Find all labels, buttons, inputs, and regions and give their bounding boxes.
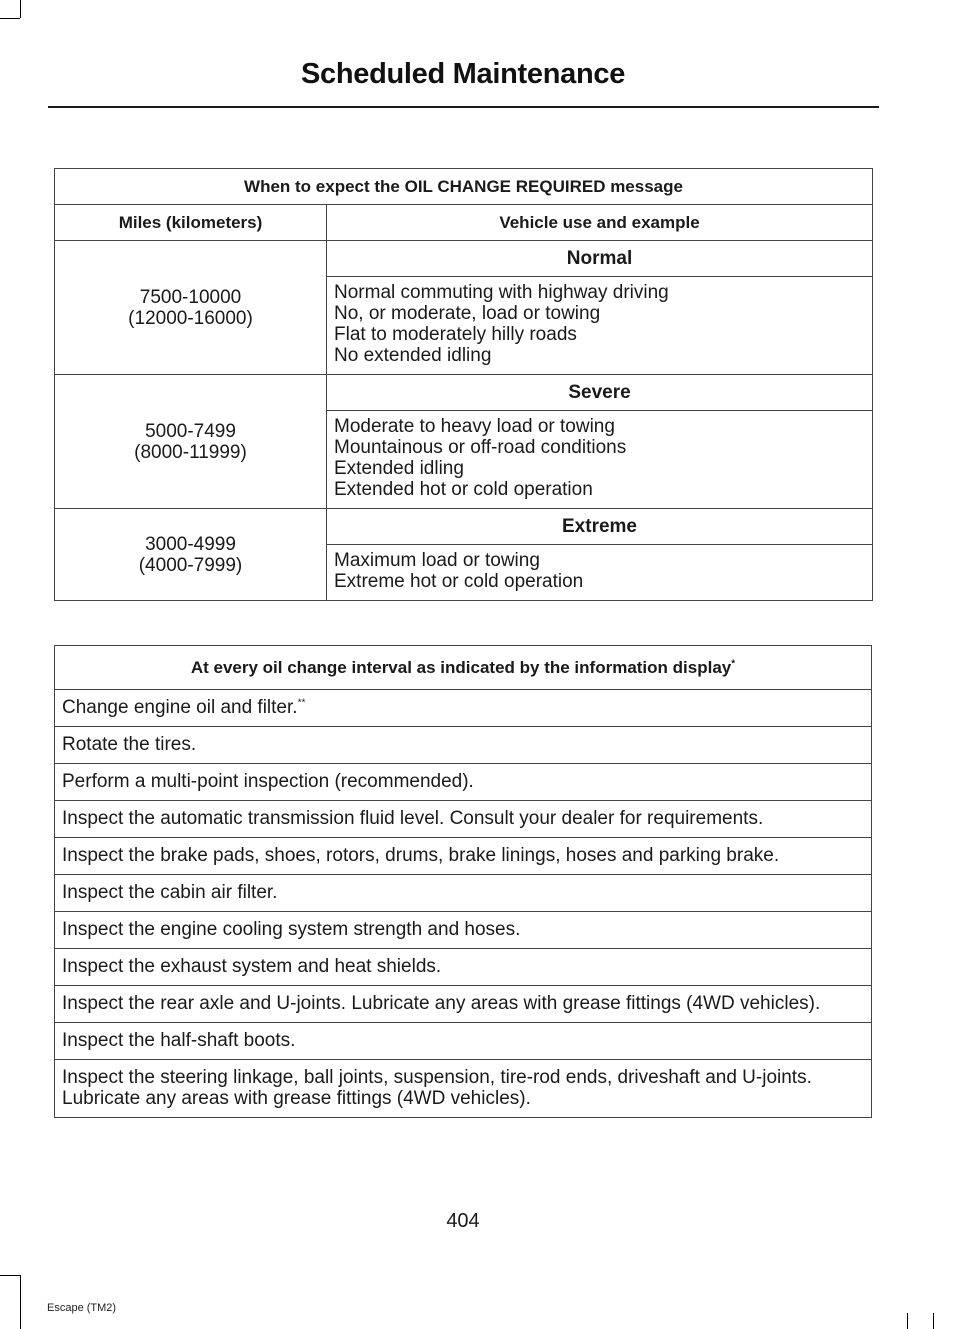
item-text: Change engine oil and filter. bbox=[62, 697, 298, 718]
maintenance-item: Inspect the rear axle and U-joints. Lubricate any areas with grease fittings (4WD vehicles). bbox=[55, 986, 872, 1023]
table-row bbox=[55, 241, 873, 277]
category-label: Extreme bbox=[327, 509, 873, 545]
table-caption: When to expect the OIL CHANGE REQUIRED message bbox=[55, 169, 873, 205]
interval-km: (8000-11999) bbox=[134, 441, 247, 463]
page-title: Scheduled Maintenance bbox=[300, 58, 626, 90]
crop-mark bbox=[20, 0, 21, 18]
maintenance-item: Inspect the exhaust system and heat shields. bbox=[55, 949, 872, 986]
example-item: No extended idling bbox=[334, 345, 492, 366]
table-row bbox=[55, 875, 872, 912]
interval-cell bbox=[55, 375, 327, 509]
example-item: Flat to moderately hilly roads bbox=[334, 324, 577, 345]
example-item: Extended idling bbox=[334, 458, 464, 479]
caption-text: At every oil change interval as indicated by the information display bbox=[190, 657, 732, 677]
example-item: No, or moderate, load or towing bbox=[334, 303, 601, 324]
maintenance-item: Inspect the engine cooling system strength and hoses. bbox=[55, 912, 872, 949]
table-row bbox=[55, 375, 873, 411]
crop-mark bbox=[0, 1275, 20, 1276]
table-row bbox=[55, 838, 872, 875]
maintenance-item bbox=[55, 690, 872, 727]
maintenance-item: Rotate the tires. bbox=[55, 727, 872, 764]
example-item: Extreme hot or cold operation bbox=[334, 571, 584, 592]
table-row bbox=[55, 986, 872, 1023]
interval-miles: 7500-10000 bbox=[139, 286, 242, 308]
table-caption bbox=[55, 646, 872, 690]
maintenance-interval-table bbox=[54, 645, 872, 1118]
interval-cell bbox=[55, 241, 327, 375]
example-item: Moderate to heavy load or towing bbox=[334, 416, 615, 437]
maintenance-item: Inspect the steering linkage, ball joints, suspension, tire-rod ends, driveshaft and U-joints. Lubricate any areas with grease fittings (4WD vehicles). bbox=[55, 1060, 872, 1118]
table-row bbox=[55, 764, 872, 801]
category-label: Severe bbox=[327, 375, 873, 411]
table-row bbox=[55, 509, 873, 545]
page-number: 404 bbox=[446, 1210, 480, 1232]
oil-change-table bbox=[54, 168, 873, 601]
maintenance-item: Perform a multi-point inspection (recommended). bbox=[55, 764, 872, 801]
example-list bbox=[327, 411, 873, 509]
crop-mark bbox=[20, 1275, 21, 1329]
example-item: Mountainous or off-road conditions bbox=[334, 437, 627, 458]
title-divider bbox=[48, 106, 879, 108]
crop-mark bbox=[0, 18, 20, 19]
column-header-vehicle-use: Vehicle use and example bbox=[327, 205, 873, 241]
table-row bbox=[55, 690, 872, 727]
table-row bbox=[55, 912, 872, 949]
interval-km: (12000-16000) bbox=[128, 307, 253, 329]
table-row bbox=[55, 1060, 872, 1118]
example-item: Maximum load or towing bbox=[334, 550, 540, 571]
example-item: Extended hot or cold operation bbox=[334, 479, 593, 500]
example-list bbox=[327, 545, 873, 601]
maintenance-item: Inspect the half-shaft boots. bbox=[55, 1023, 872, 1060]
interval-km: (4000-7999) bbox=[138, 554, 243, 576]
footnote-marker: ** bbox=[297, 697, 306, 709]
footer-model-label: Escape (TM2) bbox=[47, 1302, 117, 1314]
maintenance-item: Inspect the cabin air filter. bbox=[55, 875, 872, 912]
table-row bbox=[55, 801, 872, 838]
table-row bbox=[55, 727, 872, 764]
interval-miles: 5000-7499 bbox=[145, 420, 236, 442]
table-row bbox=[55, 949, 872, 986]
crop-mark bbox=[933, 1313, 934, 1329]
column-header-miles: Miles (kilometers) bbox=[55, 205, 327, 241]
maintenance-item: Inspect the brake pads, shoes, rotors, drums, brake linings, hoses and parking brake. bbox=[55, 838, 872, 875]
table-row bbox=[55, 1023, 872, 1060]
maintenance-item: Inspect the automatic transmission fluid level. Consult your dealer for requirements. bbox=[55, 801, 872, 838]
crop-mark bbox=[907, 1313, 908, 1329]
footnote-marker: * bbox=[731, 657, 736, 669]
example-list bbox=[327, 277, 873, 375]
example-item: Normal commuting with highway driving bbox=[334, 282, 669, 303]
interval-cell bbox=[55, 509, 327, 601]
interval-miles: 3000-4999 bbox=[145, 533, 236, 555]
category-label: Normal bbox=[327, 241, 873, 277]
